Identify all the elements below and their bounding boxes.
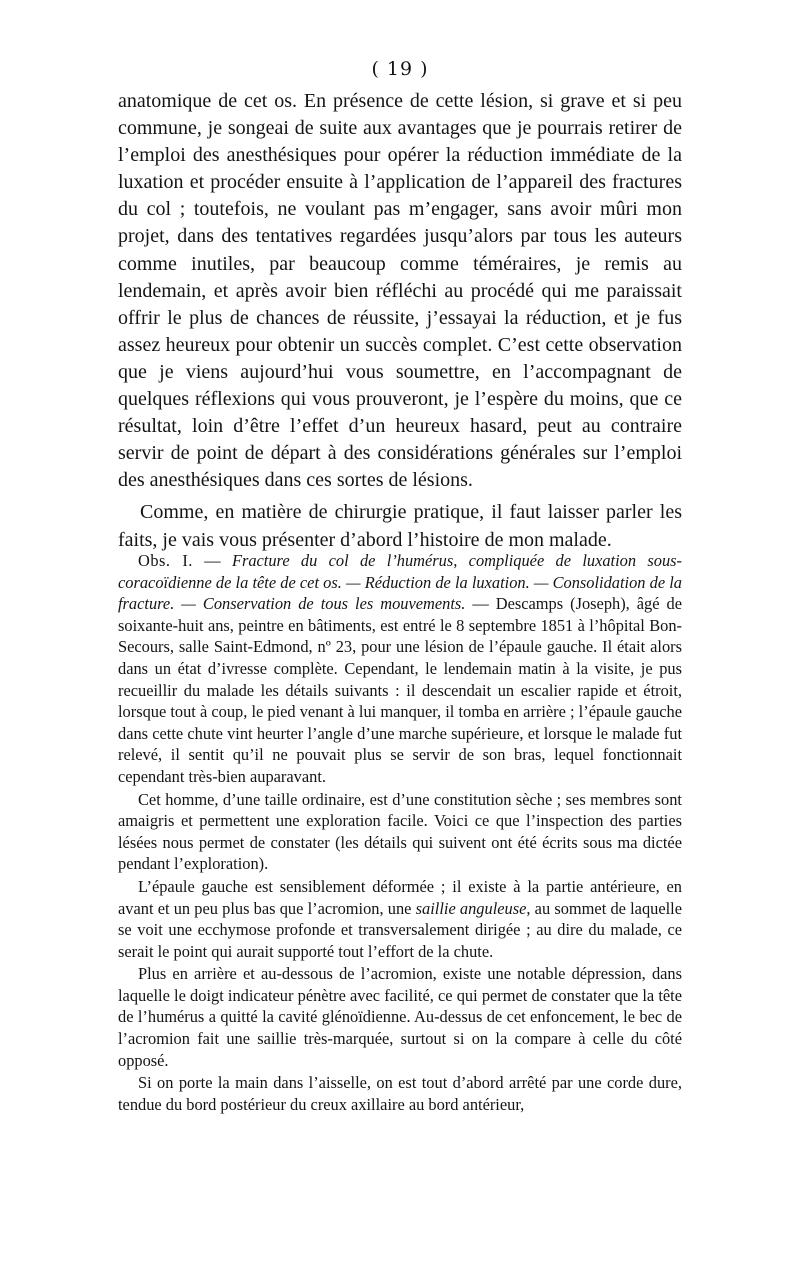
observation-dash: — bbox=[192, 551, 232, 570]
observation-section bbox=[118, 550, 682, 1115]
observation-paragraph-2: Cet homme, d’une taille ordinaire, est d’une constitution sèche ; ses membres sont amaigris et permettent une exploration facile. Voici ce que l’inspection des parties lésées nous permet de constater (les détails qui suivent ont été écrits sous ma dictée pendant l’exploration). bbox=[118, 789, 682, 874]
observation-p3-text-b: , au sommet de laquelle se voit une ecchymose profonde et transversalement dirigée ; au dire du malade, ce serait le point qui aurait supporté tout l’effort de la chute. bbox=[118, 898, 682, 961]
observation-paragraph-5: Si on porte la main dans l’aisselle, on est tout d’abord arrêté par une corde dure, tendue du bord postérieur du creux axillaire au bord antérieur, bbox=[118, 1073, 682, 1114]
observation-p3-italic: saillie anguleuse bbox=[415, 898, 527, 918]
paragraph-continuation: anatomique de cet os. En présence de cette lésion, si grave et si peu commune, je songeai de suite aux avantages que je pourrais retirer de l’emploi des anesthésiques pour opérer la réduction immédiate de la luxation et procéder ensuite à l’application de l’appareil des fractures du col ; toutefois, ne voulant pas m’engager, sans avoir mûri mon projet, dans des tentatives regardées jusqu’alors par tous les auteurs comme inutiles, par beaucoup comme téméraires, je remis au lendemain, et après avoir bien réfléchi au procédé qui me paraissait offrir le plus de chances de réussite, j’essayai la réduction, et je fus assez heureux pour obtenir un succès complet. C’est cette observation que je viens aujourd’hui vous soumettre, en l’accompagnant de quelques réflexions qui vous prouveront, je l’espère du moins, que ce résultat, loin d’être l’effet d’un heureux hasard, peut au contraire servir de point de départ à des considérations générales sur l’emploi des anesthésiques dans ces sortes de lésions. bbox=[118, 90, 682, 492]
observation-heading-paragraph bbox=[118, 550, 682, 788]
observation-p3-text-a: L’épaule gauche est sensiblement déformée ; il existe à la partie antérieure, en avant et un peu plus bas que l’acromion, une bbox=[118, 876, 682, 918]
observation-label: Obs. I. bbox=[138, 551, 193, 570]
observation-title: Fracture du col de l’humérus, compliquée de luxation sous-coracoïdienne de la tête de cet os. — Réduction de la luxation. — Consolidation de la fracture. — Conservation de tous les mouvements. bbox=[118, 551, 682, 614]
observation-paragraph-3 bbox=[118, 876, 682, 962]
observation-intro: — Descamps (Joseph), âgé de soixante-huit ans, peintre en bâtiments, est entré le 8 septembre 1851 à l’hôpital Bon-Secours, salle Saint-Edmond, nº 23, pour une lésion de l’épaule gauche. Il était alors dans un état d’ivresse complète. Cependant, le lendemain matin à la visite, je pus recueillir du malade les détails suivants : il descendait un escalier rapide et étroit, lorsque tout à coup, le pied venant à lui manquer, il tomba en arrière ; l’épaule gauche dans cette chute vint heurter l’angle d’une marche supérieure, et lorsque le malade fut relevé, il sentit qu’il ne pouvait plus se servir de son bras, lequel fonctionnait cependant très-bien auparavant. bbox=[118, 594, 682, 786]
paragraph-intro-case: Comme, en matière de chirurgie pratique, il faut laisser parler les faits, je vais vous présenter d’abord l’histoire de mon malade. bbox=[118, 501, 682, 551]
page-number: ( 19 ) bbox=[371, 58, 429, 80]
observation-paragraph-4: Plus en arrière et au-dessous de l’acromion, existe une notable dépression, dans laquelle le doigt indicateur pénètre avec facilité, ce qui permet de constater que la tête de l’humérus a quitté la cavité glénoïdienne. Au-dessus de cet enfoncement, le bec de l’acromion fait une saillie très-marquée, surtout si on la compare à celle du côté opposé. bbox=[118, 964, 682, 1070]
main-text bbox=[118, 88, 682, 554]
